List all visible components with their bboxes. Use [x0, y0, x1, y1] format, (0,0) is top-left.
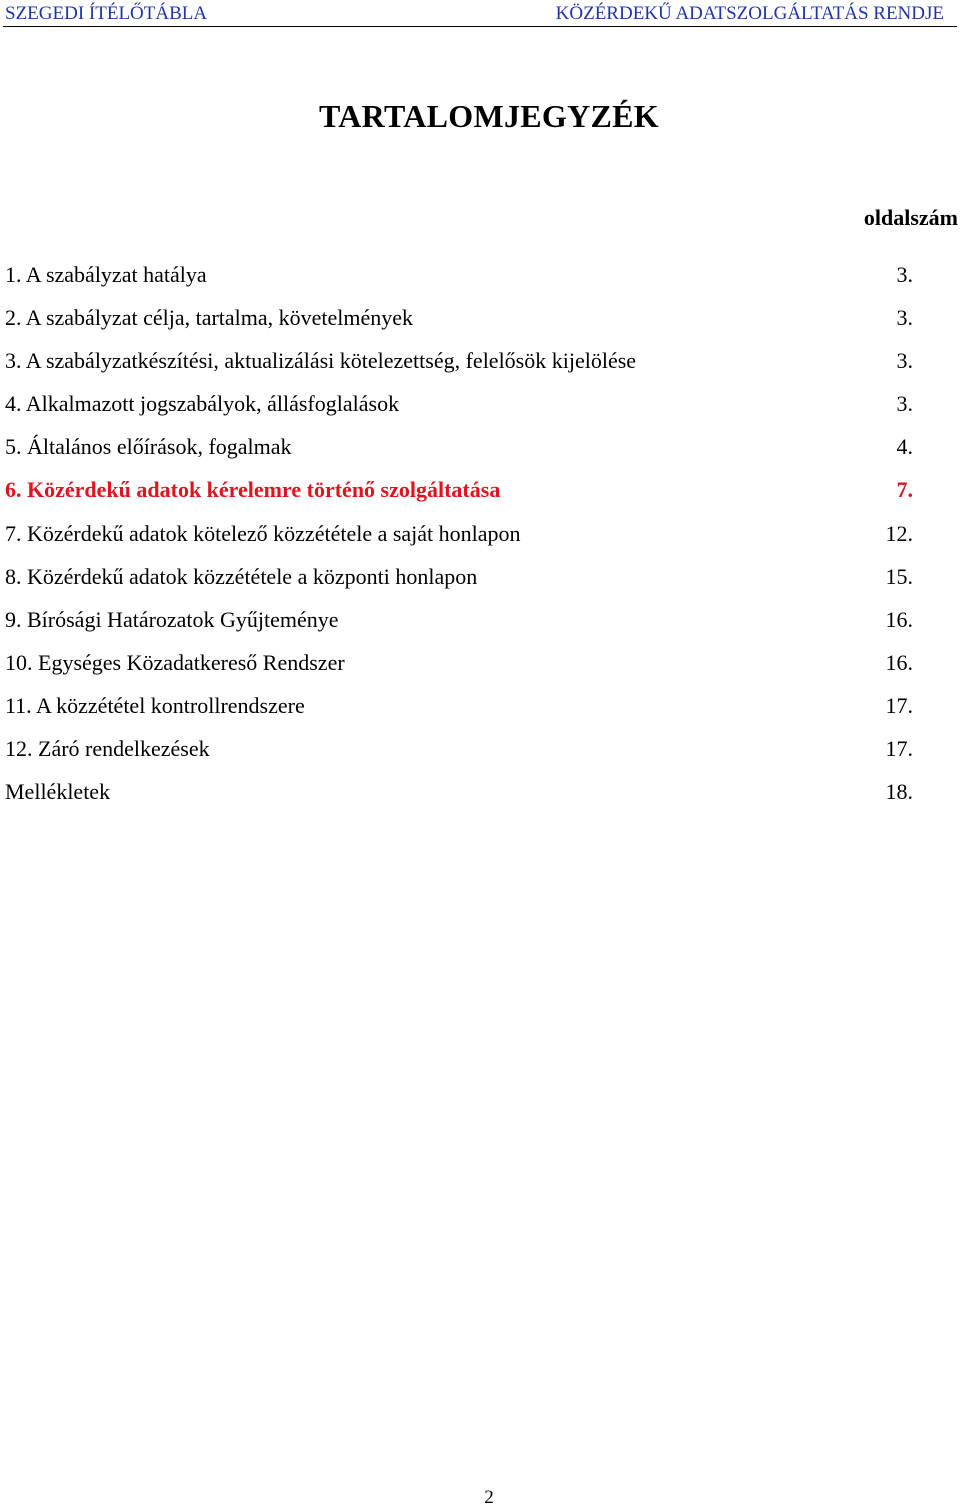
toc-entry: [5, 606, 913, 649]
table-of-contents: [5, 261, 913, 821]
toc-entry-page: 17.: [885, 692, 913, 718]
toc-entry: [5, 304, 913, 347]
toc-entry-label: 12. Záró rendelkezések: [5, 736, 210, 762]
toc-entry-page: 17.: [885, 736, 913, 762]
page-number-column-header: oldalszám: [863, 205, 958, 230]
header-divider: [3, 26, 957, 27]
toc-entry: [5, 520, 913, 563]
toc-entry: [5, 390, 913, 433]
toc-entry: [5, 778, 913, 821]
toc-entry-label: 7. Közérdekű adatok kötelező közzététele a saját honlapon: [5, 520, 521, 546]
toc-entry: [5, 347, 913, 390]
toc-entry-page: 12.: [885, 520, 913, 546]
toc-entry-label: 4. Alkalmazott jogszabályok, állásfoglalások: [5, 391, 400, 417]
toc-entry: [5, 476, 913, 519]
toc-entry-page: 3.: [896, 348, 913, 374]
toc-entry: [5, 735, 913, 778]
page-number: 2: [484, 1487, 494, 1508]
toc-entry-page: 4.: [896, 434, 913, 460]
toc-entry: [5, 433, 913, 476]
toc-entry: [5, 692, 913, 735]
toc-entry-label: 8. Közérdekű adatok közzététele a központi honlapon: [5, 563, 478, 589]
toc-entry-label: 5. Általános előírások, fogalmak: [5, 434, 292, 460]
toc-entry-label: 11. A közzététel kontrollrendszere: [5, 692, 305, 718]
toc-entry-label: 1. A szabályzat hatálya: [5, 262, 207, 287]
toc-entry-label: 3. A szabályzatkészítési, aktualizálási kötelezettség, felelősök kijelölése: [5, 348, 637, 374]
toc-entry-label: Mellékletek: [5, 779, 111, 805]
header-court-name: SZEGEDI ÍTÉLŐTÁBLA: [5, 3, 208, 24]
toc-entry: [5, 649, 913, 692]
toc-entry-page: 15.: [885, 563, 913, 589]
header-document-title: KÖZÉRDEKŰ ADATSZOLGÁLTATÁS RENDJE: [555, 3, 944, 24]
toc-entry-page: 3.: [896, 391, 913, 417]
toc-entry-page: 7.: [896, 477, 913, 503]
toc-entry-page: 3.: [896, 262, 913, 287]
toc-entry-label: 10. Egységes Közadatkereső Rendszer: [5, 649, 345, 675]
toc-entry-page: 16.: [885, 649, 913, 675]
toc-entry-page: 18.: [885, 779, 913, 805]
toc-entry-label: 9. Bírósági Határozatok Gyűjteménye: [5, 606, 339, 632]
toc-entry-page: 16.: [885, 606, 913, 632]
page-title: TARTALOMJEGYZÉK: [319, 98, 659, 134]
toc-entry: [5, 563, 913, 606]
toc-entry-page: 3.: [896, 305, 913, 331]
toc-entry: [5, 261, 913, 304]
toc-entry-label: 6. Közérdekű adatok kérelemre történő szolgáltatása: [5, 477, 501, 503]
toc-entry-label: 2. A szabályzat célja, tartalma, követelmények: [5, 305, 414, 331]
